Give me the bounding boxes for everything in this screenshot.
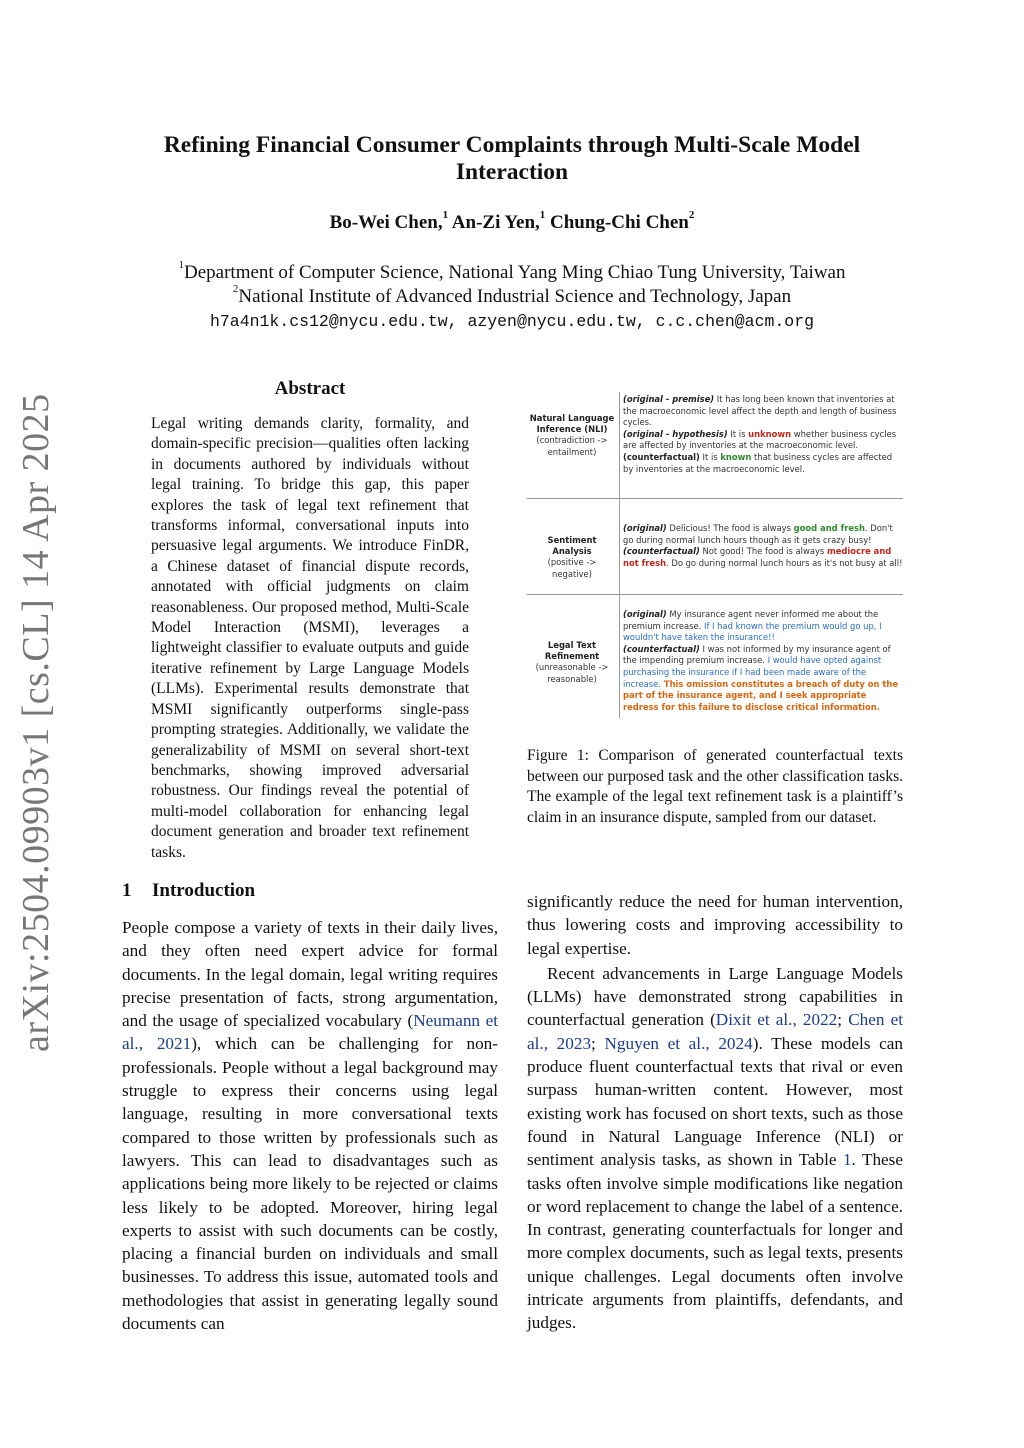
section-title: Introduction: [152, 880, 256, 901]
figure-1: [527, 392, 903, 730]
text-run: My insurance agent never informed me about the premium increase.: [623, 609, 879, 631]
author-affil-mark: 2: [688, 209, 695, 221]
citation-link[interactable]: Dixit et al., 2022: [715, 1010, 838, 1030]
figure-divider: [527, 594, 903, 595]
sentiment-original: [623, 523, 903, 546]
sentiment-example: [623, 523, 903, 569]
author-affil-mark: 1: [539, 209, 546, 221]
text-run: It has long been known that inventories at the macroeconomic level affect the depth and length of business cycles.: [623, 394, 897, 428]
paragraph: [122, 916, 498, 1335]
task-name: Sentiment Analysis: [547, 535, 597, 557]
text-run: It is: [699, 451, 721, 462]
figure-divider-vertical: [619, 392, 620, 718]
text-run: ). These models can produce fluent counterfactual texts that rival or even surpass human-written content. However, most existing work has focused on short texts, such as those found in Natural Language Inference (NLI) or sentiment analysis tasks, as shown in Table: [527, 1033, 903, 1170]
legal-counterfactual: [623, 644, 903, 714]
author-list: [112, 209, 912, 234]
text-run: . Don't go during normal lunch hours though as it gets crazy busy!: [623, 523, 893, 545]
highlight: known: [720, 451, 752, 462]
highlight: This omission constitutes a breach of duty on the part of the insurance agent, and I seek appropriate redress for this failure to disclose critical information.: [623, 678, 899, 712]
task-name: Legal Text: [547, 640, 597, 650]
text-run: ;: [591, 1033, 605, 1053]
text-run: Recent advancements in Large Language Models (LLMs) have demonstrated strong capabilities in counterfactual generation (: [527, 963, 903, 1030]
text-run: . These tasks often involve simple modifications like negation or word replacement to change the label of a sentence. In contrast, generating counterfactuals for longer and more complex documents, such as legal texts, presents unique challenges. Legal documents often involve intricate arguments from plaintiffs, defendants, and judges.: [527, 1150, 903, 1333]
nli-premise: [623, 394, 903, 429]
highlight: mediocre and not fresh: [623, 546, 892, 568]
sentiment-counterfactual: [623, 546, 903, 569]
text-run: . Do go during normal lunch hours as it's not busy at all!: [666, 557, 903, 568]
tag: (counterfactual): [623, 451, 700, 462]
task-name: Refinement: [544, 651, 600, 662]
highlight: I would have opted against purchasing the insurance if I had been made aware of the increase.: [623, 655, 882, 689]
citation-link[interactable]: Nguyen et al., 2024: [604, 1033, 753, 1053]
author-name: Bo-Wei Chen,: [329, 212, 443, 233]
affil-mark: 2: [232, 283, 239, 295]
abstract-body: Legal writing demands clarity, formality, and domain-specific precision—qualities often lacking in documents authored by individuals without legal training. To bridge this gap, this paper explores the task of legal text refinement that transforms informal, conversational inputs into persuasive legal arguments. We introduce FinDR, a Chinese dataset of financial dispute records, annotated with official judgments on claim reasonableness. Our proposed method, Multi-Scale Model Interaction (MSMI), leverages a lightweight classifier to evaluate outputs and guide iterative refinement by Large Language Models (LLMs). Experimental results demonstrate that MSMI significantly outperforms single-pass prompting strategies. Additionally, we validate the generalizability of MSMI on several short-text benchmarks, showing improved adversarial robustness. Our findings reveal the potential of multi-model collaboration for enhancing legal document generation and broader text refinement tasks.: [151, 415, 469, 861]
task-label-sentiment: [527, 535, 617, 580]
task-label-legal: [527, 640, 617, 685]
affil-mark: 1: [178, 259, 184, 271]
text-run: I was not informed by my insurance agent of the impending premium increase.: [623, 643, 891, 666]
affiliation-2: [112, 283, 912, 308]
tag: (counterfactual): [623, 546, 700, 557]
figure-caption: Figure 1: Comparison of generated counterfactual texts between our purposed task and the other classification tasks. The example of the legal text refinement task is a plaintiff’s claim in an insurance dispute, sampled from our dataset.: [527, 747, 903, 826]
legal-example: [623, 609, 903, 713]
email-list: h7a4n1k.cs12@nycu.edu.tw, azyen@nycu.edu.tw, c.c.chen@acm.org: [210, 312, 814, 331]
affil-text: National Institute of Advanced Industrial Science and Technology, Japan: [238, 286, 792, 307]
highlight: unknown: [748, 428, 792, 439]
title-line-1: Refining Financial Consumer Complaints through Multi-Scale Model: [163, 132, 861, 158]
abstract-heading: Abstract: [274, 378, 346, 399]
affiliation-1: [112, 259, 912, 284]
task-direction: (unreasonable ->: [535, 662, 609, 673]
arxiv-stamp: arXiv:2504.09903v1 [cs.CL] 14 Apr 2025: [15, 393, 57, 1052]
legal-original: [623, 609, 903, 644]
task-direction: (positive -> negative): [547, 557, 597, 579]
nli-example: [623, 394, 903, 475]
paragraph: [527, 962, 903, 1335]
task-direction: entailment): [547, 446, 597, 457]
text-run: People compose a variety of texts in their daily lives, and they often need expert advice for formal documents. In the legal domain, legal writing requires precise presentation of facts, strong argumentation, and the usage of specialized vocabulary (: [122, 918, 498, 1031]
paragraph: significantly reduce the need for human intervention, thus lowering costs and improving accessibility to legal expertise.: [527, 892, 903, 958]
tag: (original - hypothesis): [623, 428, 728, 439]
author-name: Chung-Chi Chen: [550, 212, 689, 233]
citation-link[interactable]: Neumann et al., 2021: [122, 1011, 498, 1054]
text-run: ), which can be challenging for non-professionals. People without a legal background may struggle to express their concerns using legal language, resulting in more conversational texts compared to those written by professionals such as lawyers. This can lead to disadvantages such as applications being more likely to be rejected or claims less likely to be adopted. Moreover, hiring legal experts to assist with such documents can be costly, placing a financial burden on individuals and small businesses. To address this issue, automated tools and methodologies that assist in generating legally sound documents can: [122, 1034, 498, 1334]
tag: (original): [623, 523, 667, 533]
text-run: It is: [727, 428, 749, 439]
table-reference-link[interactable]: 1: [842, 1150, 852, 1170]
text-run: ;: [837, 1010, 849, 1030]
tag: (counterfactual): [623, 643, 700, 654]
task-name: Natural Language: [529, 413, 615, 423]
text-run: whether business cycles are affected by inventories at the macroeconomic level.: [623, 428, 897, 451]
tag: (original): [623, 609, 667, 619]
task-direction: (contradiction ->: [536, 435, 608, 446]
author-affil-mark: 1: [442, 209, 449, 221]
paper-title: [112, 132, 912, 186]
title-line-2: Interaction: [455, 159, 569, 185]
intro-right-column: [527, 890, 903, 1335]
figure-divider: [527, 498, 903, 499]
citation-link[interactable]: Chen et al., 2023: [527, 1010, 903, 1053]
author-name: An-Zi Yen,: [451, 212, 540, 233]
text-run: that business cycles are affected by inventories at the macroeconomic level.: [623, 451, 893, 474]
intro-left-column: [122, 916, 498, 1335]
highlight: good and fresh: [793, 523, 865, 533]
task-name: Inference (NLI): [536, 424, 608, 435]
tag: (original - premise): [623, 394, 715, 404]
task-direction: reasonable): [547, 673, 597, 684]
section-number: 1: [122, 880, 132, 901]
nli-hypothesis: [623, 429, 903, 452]
text-run: Not good! The food is always: [699, 546, 827, 557]
task-label-nli: [527, 413, 617, 458]
section-heading: [122, 880, 255, 902]
nli-counterfactual: [623, 452, 903, 475]
highlight: If I had known the premium would go up, I wouldn't have taken the insurance!!: [623, 620, 882, 643]
text-run: Delicious! The food is always: [666, 523, 794, 533]
affil-text: Department of Computer Science, National Yang Ming Chiao Tung University, Taiwan: [184, 262, 846, 283]
